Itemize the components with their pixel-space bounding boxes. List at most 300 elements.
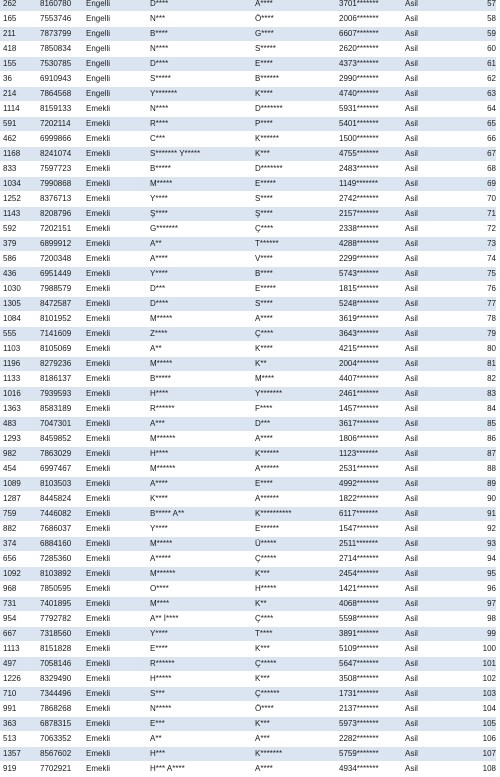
cell-tc: 2511******* <box>336 537 402 552</box>
cell-status: Asil <box>402 162 457 177</box>
cell-no: 214 <box>0 87 37 102</box>
cell-name: S******* Y***** <box>147 147 252 162</box>
cell-tc: 3891******* <box>336 627 402 642</box>
cell-surname: A**** <box>252 432 336 447</box>
cell-tc: 4407******* <box>336 372 402 387</box>
cell-surname: V**** <box>252 252 336 267</box>
cell-name: A** <box>147 237 252 252</box>
cell-tc: 2338******* <box>336 222 402 237</box>
cell-no: 759 <box>0 507 37 522</box>
cell-name: Y**** <box>147 192 252 207</box>
cell-surname: K****** <box>252 447 336 462</box>
cell-name: G******* <box>147 222 252 237</box>
cell-status: Asil <box>402 357 457 372</box>
cell-id: 7553746 <box>37 12 83 27</box>
cell-category: Emekli <box>83 687 147 702</box>
cell-category: Emekli <box>83 297 147 312</box>
cell-rank: 67 <box>457 147 496 162</box>
cell-name: N*** <box>147 12 252 27</box>
table-row <box>0 342 496 357</box>
cell-no: 1016 <box>0 387 37 402</box>
cell-surname: K*** <box>252 147 336 162</box>
cell-id: 7686037 <box>37 522 83 537</box>
cell-name: S*** <box>147 687 252 702</box>
cell-id: 7202114 <box>37 117 83 132</box>
table-row <box>0 732 496 747</box>
cell-id: 7864568 <box>37 87 83 102</box>
cell-no: 555 <box>0 327 37 342</box>
cell-no: 418 <box>0 42 37 57</box>
cell-name: D**** <box>147 0 252 12</box>
cell-name: N***** <box>147 702 252 717</box>
cell-name: Ş**** <box>147 207 252 222</box>
cell-name: H*** A**** <box>147 762 252 777</box>
table-row <box>0 192 496 207</box>
table-row <box>0 207 496 222</box>
cell-tc: 5973******* <box>336 717 402 732</box>
cell-no: 586 <box>0 252 37 267</box>
cell-status: Asil <box>402 627 457 642</box>
cell-status: Asil <box>402 537 457 552</box>
cell-surname: A**** <box>252 762 336 777</box>
cell-category: Emekli <box>83 597 147 612</box>
cell-surname: K*** <box>252 672 336 687</box>
cell-id: 7873799 <box>37 27 83 42</box>
cell-category: Engelli <box>83 72 147 87</box>
cell-category: Emekli <box>83 762 147 777</box>
table-row <box>0 177 496 192</box>
cell-rank: 81 <box>457 357 496 372</box>
cell-rank: 63 <box>457 87 496 102</box>
cell-id: 8160780 <box>37 0 83 12</box>
cell-surname: Y******* <box>252 387 336 402</box>
cell-tc: 4373******* <box>336 57 402 72</box>
cell-rank: 85 <box>457 417 496 432</box>
cell-name: D**** <box>147 297 252 312</box>
cell-surname: T**** <box>252 627 336 642</box>
cell-tc: 1457******* <box>336 402 402 417</box>
cell-category: Emekli <box>83 702 147 717</box>
table-row <box>0 327 496 342</box>
cell-category: Emekli <box>83 177 147 192</box>
cell-tc: 5109******* <box>336 642 402 657</box>
cell-category: Emekli <box>83 132 147 147</box>
cell-no: 833 <box>0 162 37 177</box>
cell-tc: 2282******* <box>336 732 402 747</box>
cell-no: 483 <box>0 417 37 432</box>
cell-tc: 1731******* <box>336 687 402 702</box>
cell-name: Y******* <box>147 87 252 102</box>
cell-name: M****** <box>147 432 252 447</box>
table-row <box>0 372 496 387</box>
cell-name: A** <box>147 342 252 357</box>
cell-id: 8567602 <box>37 747 83 762</box>
cell-name: M***** <box>147 357 252 372</box>
cell-category: Emekli <box>83 402 147 417</box>
table-row <box>0 702 496 717</box>
cell-category: Emekli <box>83 237 147 252</box>
cell-rank: 107 <box>457 747 496 762</box>
cell-name: R**** <box>147 117 252 132</box>
cell-surname: Ç***** <box>252 552 336 567</box>
cell-name: B***** <box>147 162 252 177</box>
cell-tc: 4068******* <box>336 597 402 612</box>
table-row <box>0 357 496 372</box>
cell-no: 155 <box>0 57 37 72</box>
cell-id: 8329490 <box>37 672 83 687</box>
cell-rank: 94 <box>457 552 496 567</box>
cell-id: 6878315 <box>37 717 83 732</box>
cell-id: 7202151 <box>37 222 83 237</box>
cell-name: A***** <box>147 552 252 567</box>
cell-surname: K**** <box>252 87 336 102</box>
cell-id: 7988579 <box>37 282 83 297</box>
table-row <box>0 117 496 132</box>
table-row <box>0 162 496 177</box>
cell-surname: E**** <box>252 57 336 72</box>
cell-status: Asil <box>402 192 457 207</box>
cell-category: Emekli <box>83 612 147 627</box>
cell-id: 7047301 <box>37 417 83 432</box>
cell-status: Asil <box>402 387 457 402</box>
cell-id: 8103503 <box>37 477 83 492</box>
cell-rank: 104 <box>457 702 496 717</box>
cell-surname: E****** <box>252 522 336 537</box>
cell-no: 1114 <box>0 102 37 117</box>
cell-rank: 82 <box>457 372 496 387</box>
cell-name: A** <box>147 732 252 747</box>
cell-status: Asil <box>402 612 457 627</box>
cell-surname: S**** <box>252 297 336 312</box>
cell-tc: 3617******* <box>336 417 402 432</box>
cell-surname: Ç**** <box>252 222 336 237</box>
cell-rank: 64 <box>457 102 496 117</box>
cell-rank: 103 <box>457 687 496 702</box>
cell-status: Asil <box>402 657 457 672</box>
cell-category: Emekli <box>83 102 147 117</box>
cell-tc: 4755******* <box>336 147 402 162</box>
cell-rank: 86 <box>457 432 496 447</box>
cell-tc: 2742******* <box>336 192 402 207</box>
cell-name: K**** <box>147 492 252 507</box>
cell-surname: Ü***** <box>252 537 336 552</box>
cell-id: 7850595 <box>37 582 83 597</box>
cell-id: 7446082 <box>37 507 83 522</box>
cell-surname: K******* <box>252 747 336 762</box>
cell-name: Y**** <box>147 627 252 642</box>
cell-category: Engelli <box>83 87 147 102</box>
cell-rank: 95 <box>457 567 496 582</box>
cell-tc: 3643******* <box>336 327 402 342</box>
cell-category: Emekli <box>83 582 147 597</box>
cell-category: Emekli <box>83 267 147 282</box>
cell-status: Asil <box>402 312 457 327</box>
cell-id: 8472587 <box>37 297 83 312</box>
cell-surname: E**** <box>252 477 336 492</box>
cell-no: 1113 <box>0 642 37 657</box>
cell-name: D**** <box>147 57 252 72</box>
cell-name: M****** <box>147 462 252 477</box>
cell-tc: 6607******* <box>336 27 402 42</box>
table-row <box>0 12 496 27</box>
cell-name: R****** <box>147 657 252 672</box>
table-row <box>0 387 496 402</box>
cell-no: 667 <box>0 627 37 642</box>
cell-category: Emekli <box>83 192 147 207</box>
cell-status: Asil <box>402 132 457 147</box>
cell-tc: 2299******* <box>336 252 402 267</box>
cell-surname: K** <box>252 357 336 372</box>
cell-category: Emekli <box>83 162 147 177</box>
cell-id: 7401895 <box>37 597 83 612</box>
cell-tc: 2137******* <box>336 702 402 717</box>
table-row <box>0 42 496 57</box>
cell-category: Emekli <box>83 507 147 522</box>
cell-id: 8241074 <box>37 147 83 162</box>
cell-status: Asil <box>402 87 457 102</box>
cell-category: Emekli <box>83 732 147 747</box>
cell-category: Emekli <box>83 522 147 537</box>
cell-tc: 2483******* <box>336 162 402 177</box>
cell-status: Asil <box>402 597 457 612</box>
cell-name: R****** <box>147 402 252 417</box>
table-row <box>0 102 496 117</box>
table-row <box>0 402 496 417</box>
cell-no: 1034 <box>0 177 37 192</box>
cell-rank: 78 <box>457 312 496 327</box>
cell-name: S***** <box>147 72 252 87</box>
cell-surname: D*** <box>252 417 336 432</box>
table-row <box>0 267 496 282</box>
cell-id: 6899912 <box>37 237 83 252</box>
cell-surname: D******* <box>252 162 336 177</box>
cell-status: Asil <box>402 297 457 312</box>
cell-surname: T****** <box>252 237 336 252</box>
cell-category: Emekli <box>83 357 147 372</box>
cell-status: Asil <box>402 207 457 222</box>
cell-rank: 88 <box>457 462 496 477</box>
cell-surname: K*** <box>252 717 336 732</box>
cell-id: 6884160 <box>37 537 83 552</box>
cell-no: 991 <box>0 702 37 717</box>
cell-surname: E***** <box>252 282 336 297</box>
cell-rank: 69 <box>457 177 496 192</box>
cell-category: Emekli <box>83 147 147 162</box>
cell-tc: 1149******* <box>336 177 402 192</box>
cell-no: 954 <box>0 612 37 627</box>
cell-no: 262 <box>0 0 37 12</box>
cell-rank: 79 <box>457 327 496 342</box>
table-row <box>0 747 496 762</box>
table-row <box>0 252 496 267</box>
table-row <box>0 282 496 297</box>
cell-status: Asil <box>402 762 457 777</box>
cell-id: 7990868 <box>37 177 83 192</box>
cell-tc: 5598******* <box>336 612 402 627</box>
table-row <box>0 582 496 597</box>
cell-surname: G**** <box>252 27 336 42</box>
cell-tc: 4934******* <box>336 762 402 777</box>
cell-surname: P**** <box>252 117 336 132</box>
table-row <box>0 522 496 537</box>
cell-category: Emekli <box>83 477 147 492</box>
cell-no: 497 <box>0 657 37 672</box>
cell-status: Asil <box>402 102 457 117</box>
cell-no: 1103 <box>0 342 37 357</box>
table-row <box>0 72 496 87</box>
cell-rank: 97 <box>457 597 496 612</box>
cell-status: Asil <box>402 237 457 252</box>
cell-rank: 89 <box>457 477 496 492</box>
table-row <box>0 27 496 42</box>
cell-surname: M**** <box>252 372 336 387</box>
cell-category: Emekli <box>83 432 147 447</box>
cell-category: Emekli <box>83 222 147 237</box>
cell-rank: 73 <box>457 237 496 252</box>
cell-id: 7063352 <box>37 732 83 747</box>
cell-no: 1293 <box>0 432 37 447</box>
cell-status: Asil <box>402 282 457 297</box>
cell-status: Asil <box>402 72 457 87</box>
cell-rank: 105 <box>457 717 496 732</box>
cell-id: 7863029 <box>37 447 83 462</box>
cell-no: 462 <box>0 132 37 147</box>
cell-rank: 60 <box>457 42 496 57</box>
cell-id: 7868268 <box>37 702 83 717</box>
cell-rank: 57 <box>457 0 496 12</box>
cell-tc: 4740******* <box>336 87 402 102</box>
cell-id: 8279236 <box>37 357 83 372</box>
cell-tc: 5743******* <box>336 267 402 282</box>
cell-id: 8459852 <box>37 432 83 447</box>
table-row <box>0 312 496 327</box>
cell-id: 6910943 <box>37 72 83 87</box>
cell-surname: A****** <box>252 492 336 507</box>
cell-rank: 96 <box>457 582 496 597</box>
cell-surname: A**** <box>252 0 336 12</box>
table-row <box>0 612 496 627</box>
cell-surname: A**** <box>252 312 336 327</box>
cell-no: 882 <box>0 522 37 537</box>
cell-status: Asil <box>402 117 457 132</box>
cell-id: 7200348 <box>37 252 83 267</box>
cell-no: 1133 <box>0 372 37 387</box>
cell-name: M**** <box>147 597 252 612</box>
cell-surname: Ç**** <box>252 327 336 342</box>
cell-id: 8105069 <box>37 342 83 357</box>
table-row <box>0 222 496 237</box>
cell-tc: 5401******* <box>336 117 402 132</box>
cell-tc: 5931******* <box>336 102 402 117</box>
cell-surname: K** <box>252 597 336 612</box>
cell-tc: 2157******* <box>336 207 402 222</box>
cell-surname: K**** <box>252 342 336 357</box>
cell-surname: Ş**** <box>252 207 336 222</box>
cell-category: Engelli <box>83 27 147 42</box>
cell-no: 592 <box>0 222 37 237</box>
cell-id: 7702921 <box>37 762 83 777</box>
cell-surname: B**** <box>252 267 336 282</box>
cell-name: B**** <box>147 27 252 42</box>
cell-name: M***** <box>147 537 252 552</box>
cell-name: E*** <box>147 717 252 732</box>
cell-rank: 100 <box>457 642 496 657</box>
cell-category: Emekli <box>83 447 147 462</box>
cell-status: Asil <box>402 507 457 522</box>
cell-id: 8101952 <box>37 312 83 327</box>
cell-rank: 91 <box>457 507 496 522</box>
cell-no: 1357 <box>0 747 37 762</box>
table-row <box>0 0 496 12</box>
cell-category: Emekli <box>83 537 147 552</box>
cell-surname: K****** <box>252 132 336 147</box>
cell-surname: E***** <box>252 177 336 192</box>
cell-category: Emekli <box>83 657 147 672</box>
cell-name: N**** <box>147 42 252 57</box>
cell-id: 7597723 <box>37 162 83 177</box>
cell-no: 591 <box>0 117 37 132</box>
table-row <box>0 507 496 522</box>
cell-rank: 90 <box>457 492 496 507</box>
cell-name: E**** <box>147 642 252 657</box>
table-row <box>0 597 496 612</box>
cell-rank: 58 <box>457 12 496 27</box>
cell-tc: 2461******* <box>336 387 402 402</box>
cell-id: 7939593 <box>37 387 83 402</box>
cell-status: Asil <box>402 0 457 12</box>
cell-name: C*** <box>147 132 252 147</box>
table-row <box>0 672 496 687</box>
cell-status: Asil <box>402 672 457 687</box>
cell-category: Emekli <box>83 312 147 327</box>
cell-category: Emekli <box>83 282 147 297</box>
cell-rank: 108 <box>457 762 496 777</box>
cell-status: Asil <box>402 462 457 477</box>
cell-category: Emekli <box>83 387 147 402</box>
cell-surname: Ç***** <box>252 657 336 672</box>
cell-name: M***** <box>147 177 252 192</box>
cell-id: 8151828 <box>37 642 83 657</box>
cell-surname: K*** <box>252 642 336 657</box>
cell-rank: 87 <box>457 447 496 462</box>
cell-rank: 66 <box>457 132 496 147</box>
cell-rank: 101 <box>457 657 496 672</box>
cell-id: 8445824 <box>37 492 83 507</box>
cell-category: Emekli <box>83 327 147 342</box>
cell-category: Emekli <box>83 747 147 762</box>
cell-surname: S***** <box>252 42 336 57</box>
cell-tc: 1123******* <box>336 447 402 462</box>
cell-rank: 98 <box>457 612 496 627</box>
cell-tc: 2990******* <box>336 72 402 87</box>
cell-no: 374 <box>0 537 37 552</box>
cell-no: 1363 <box>0 402 37 417</box>
cell-id: 8159133 <box>37 102 83 117</box>
table-row <box>0 432 496 447</box>
cell-no: 363 <box>0 717 37 732</box>
cell-id: 7058146 <box>37 657 83 672</box>
cell-status: Asil <box>402 522 457 537</box>
cell-category: Engelli <box>83 57 147 72</box>
table-row <box>0 717 496 732</box>
cell-tc: 5759******* <box>336 747 402 762</box>
cell-status: Asil <box>402 402 457 417</box>
cell-tc: 5248******* <box>336 297 402 312</box>
cell-tc: 1421******* <box>336 582 402 597</box>
cell-no: 968 <box>0 582 37 597</box>
table-row <box>0 642 496 657</box>
table-row <box>0 492 496 507</box>
